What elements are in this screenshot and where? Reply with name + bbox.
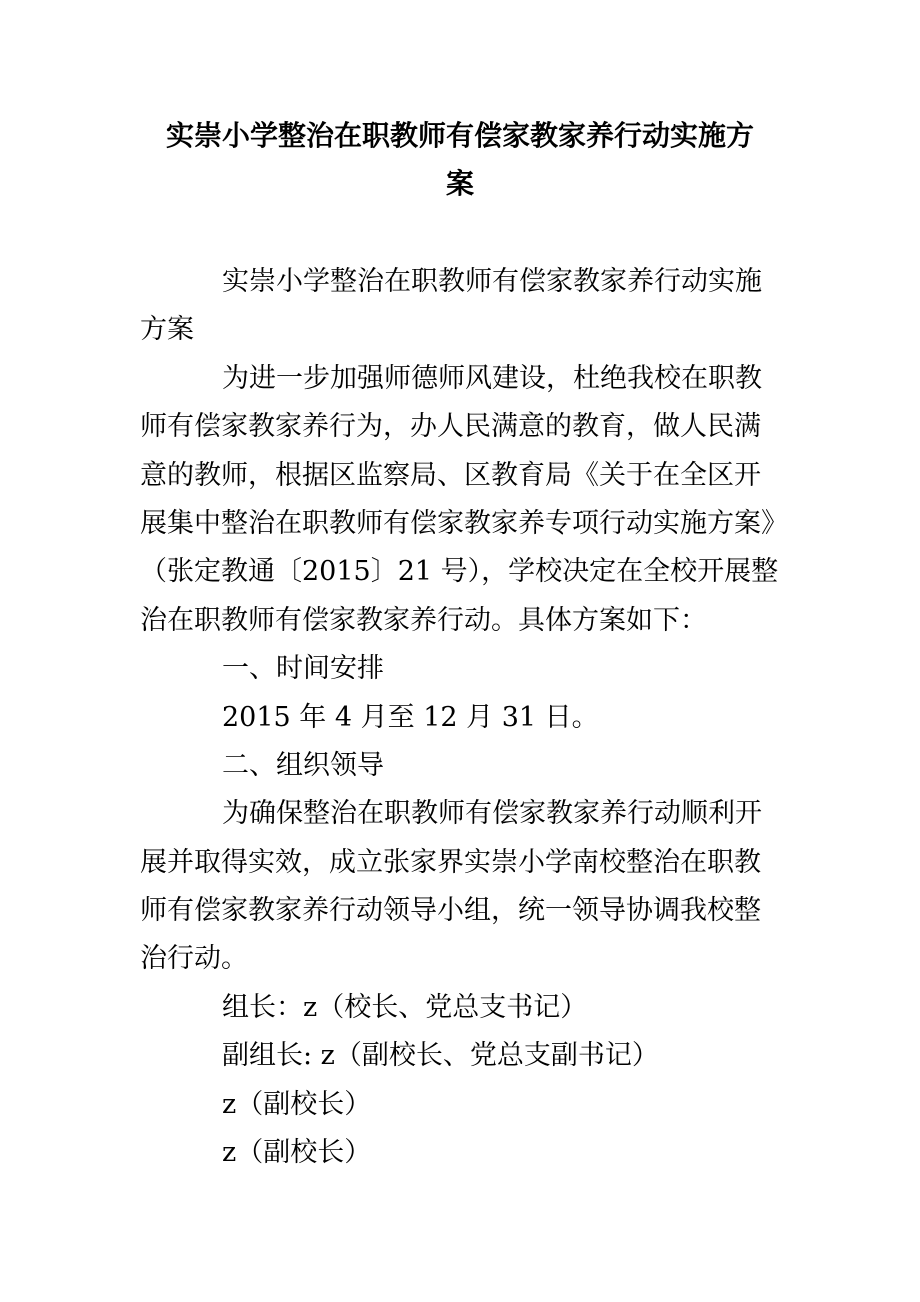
intro-line: 师有偿家教家养行为，办人民满意的教育，做人民满 (140, 411, 761, 443)
subtitle-line: 实崇小学整治在职教师有偿家教家养行动实施 (222, 266, 762, 297)
title-line: 实崇小学整治在职教师有偿家教家养行动实施方 (165, 119, 754, 152)
deputy-leader-line: 副组长: z（副校长、党总支副书记） (222, 1040, 659, 1072)
intro-line: 展集中整治在职教师有偿家教家养专项行动实施方案》 (140, 507, 788, 539)
section2-line: 师有偿家教家养行动领导小组，统一领导协调我校整 (140, 895, 761, 927)
document-title (140, 112, 780, 208)
section2-line: 治行动。 (140, 943, 248, 975)
intro-line: 为进一步加强师德师风建设，杜绝我校在职教 (222, 362, 762, 394)
intro-line: （张定教通〔2015〕21 号），学校决定在全校开展整 (140, 556, 779, 588)
document-body (140, 258, 788, 1177)
member-line: z（副校长） (222, 1137, 372, 1169)
section2-line: 为确保整治在职教师有偿家教家养行动顺利开 (222, 798, 762, 830)
intro-line: 治在职教师有偿家教家养行动。具体方案如下： (140, 604, 707, 636)
section1-heading: 一、时间安排 (222, 653, 384, 685)
leader-line: 组长：z（校长、党总支书记） (222, 991, 588, 1023)
subtitle-line: 方案 (140, 314, 194, 346)
section1-text: 2015 年 4 月至 12 月 31 日。 (222, 701, 599, 733)
section2-line: 展并取得实效，成立张家界实崇小学南校整治在职教 (140, 846, 761, 878)
member-line: z（副校长） (222, 1088, 372, 1120)
intro-line: 意的教师，根据区监察局、区教育局《关于在全区开 (140, 459, 761, 491)
title-line: 案 (445, 167, 474, 200)
section2-heading: 二、组织领导 (222, 749, 384, 781)
